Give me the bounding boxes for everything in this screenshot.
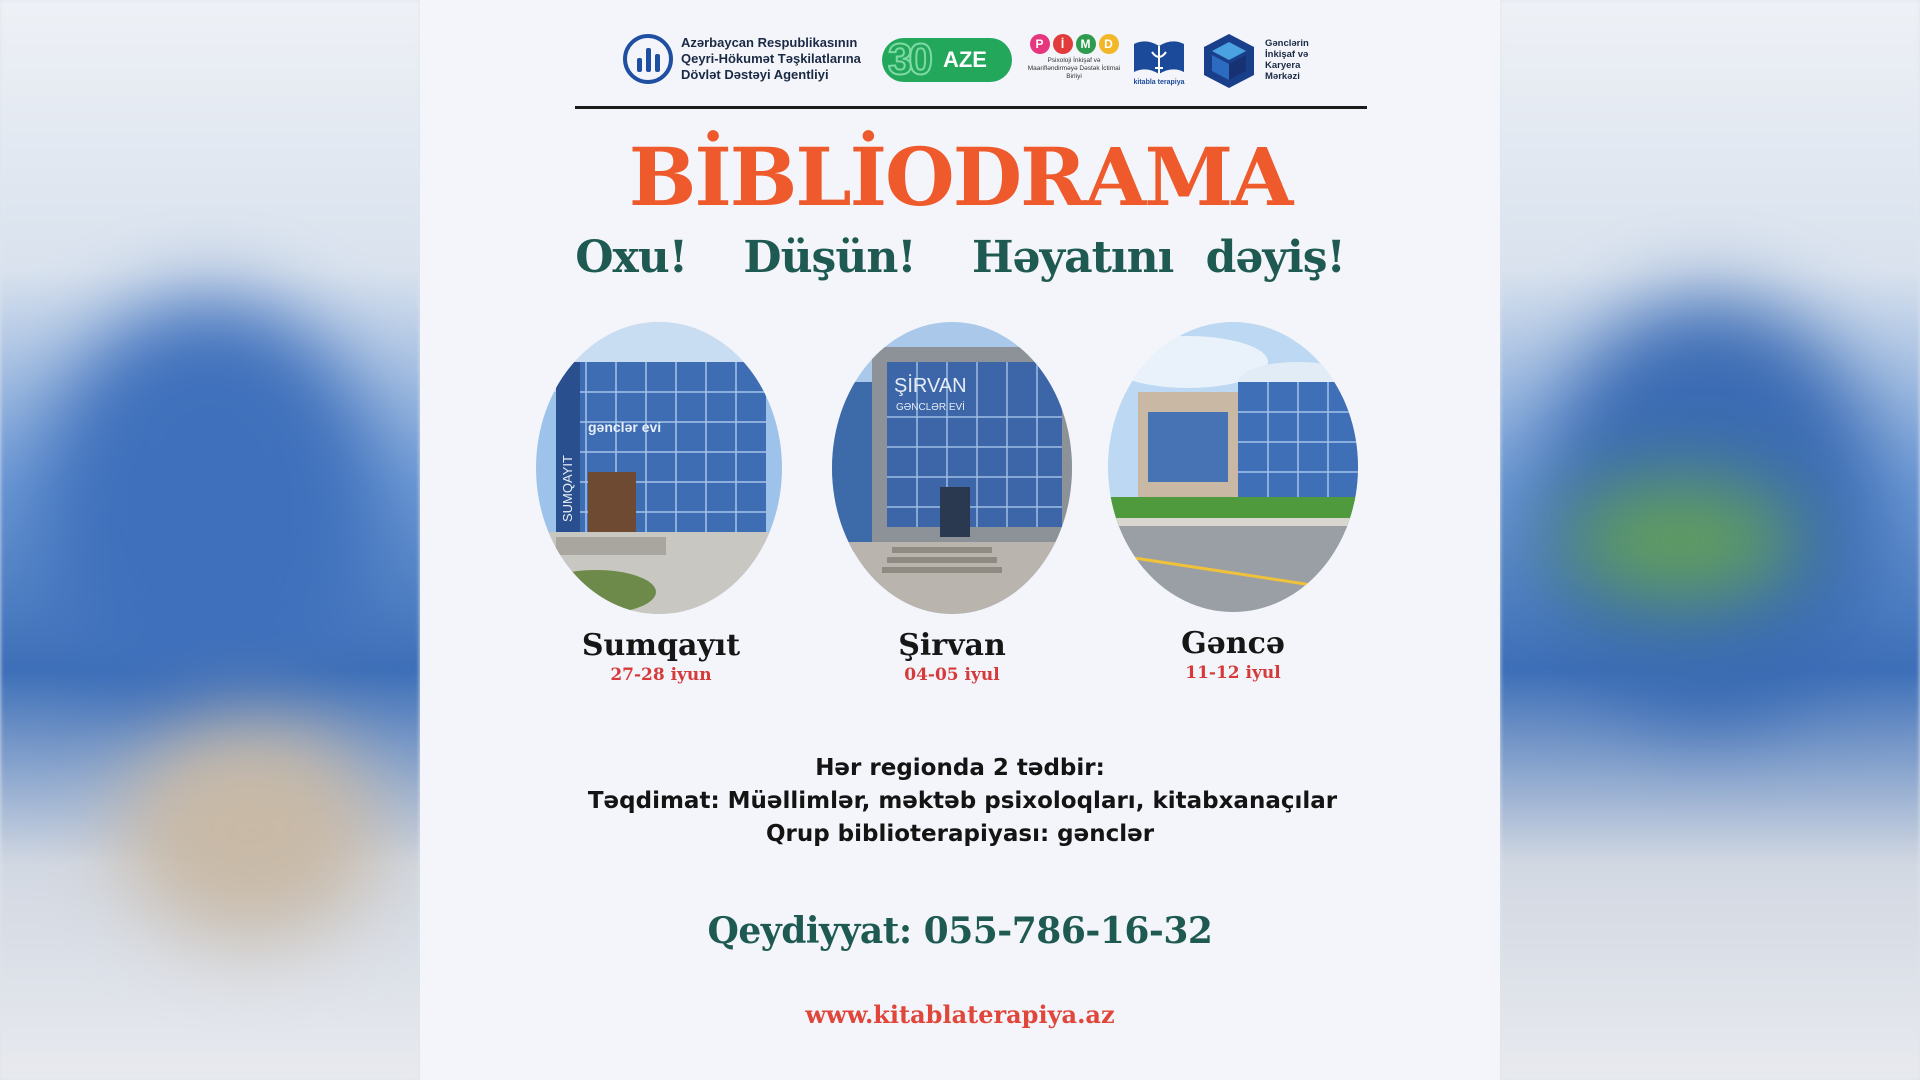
sirvan-building-photo [832,322,1072,614]
slogan-word: Oxu! [575,232,688,283]
background-blur-left [0,0,420,1080]
partner-logos [420,28,1500,92]
youth-center-line: İnkişaf və [1265,49,1309,60]
youth-center-cube-icon [1202,32,1256,90]
youth-center-line: Gənclərin [1265,38,1309,49]
aze30-number: 30 [888,35,929,84]
slogan-word: Həyatını dəyiş! [971,232,1345,283]
sumqayit-building-photo [536,322,782,614]
city-card-sumqayit [536,322,786,685]
details-group-session: Qrup biblioterapiyası: gənclər [765,821,1155,847]
city-name: Şirvan [898,628,1006,663]
website-link[interactable]: www.kitablaterapiya.az [805,1000,1115,1029]
pimd-logo [1025,34,1123,81]
details-heading: Hər regionda 2 tədbir: [815,755,1105,781]
aze30-logo [882,35,1012,84]
background-blur-right [1500,0,1920,1080]
aze30-text: AZE [942,47,987,72]
agency-name-line: Qeyri-Hökumət Təşkilatlarına [681,51,861,66]
pimd-caption: Psixoloji İnkişaf və Maarifləndirməyə Dəstək İctimai Birliyi [1027,57,1121,80]
sumqayit-photo-sign: gənclər evi [588,419,662,435]
youth-center-line: Mərkəzi [1265,71,1300,82]
event-title: BİBLİODRAMA [628,130,1292,224]
agency-emblem-icon [623,34,673,84]
pimd-letter: P [1030,34,1050,54]
sirvan-photo-subsign: GƏNCLƏR EVİ [896,402,965,413]
agency-name-line: Dövlət Dəstəyi Agentliyi [681,67,829,82]
youth-center-line: Karyera [1265,60,1301,71]
kitabla-terapiya-book-icon [1128,32,1190,88]
city-card-gence [1108,322,1358,683]
city-date: 04-05 iyul [904,665,1000,685]
event-slogan [420,232,1500,283]
pimd-letters [1025,34,1123,54]
pimd-letter: D [1099,34,1119,54]
slogan-word: Düşün! [743,232,916,283]
sumqayit-photo-side-sign: SUMQAYIT [560,455,575,522]
city-date: 11-12 iyul [1185,663,1281,683]
event-poster [420,0,1500,1080]
agency-logo [623,34,861,84]
youth-center-name [1265,38,1309,82]
city-name: Gəncə [1181,626,1285,661]
sirvan-photo-sign: ŞİRVAN [894,375,967,397]
city-name: Sumqayıt [581,628,741,663]
pimd-letter: İ [1053,34,1073,54]
city-date: 27-28 iyun [610,665,712,685]
pimd-letter: M [1076,34,1096,54]
header-divider [575,106,1367,109]
registration-phone: Qeydiyyat: 055-786-16-32 [707,910,1213,952]
event-details [420,752,1500,851]
kitabla-caption: kitabla terapiya [1133,79,1185,86]
gence-building-photo [1108,322,1358,612]
agency-name-line: Azərbaycan Respublikasının [681,35,858,50]
details-presentation: Təqdimat: Müəllimlər, məktəb psixoloqları, kitabxanaçılar [587,788,1338,814]
city-card-sirvan [832,322,1072,685]
agency-name [681,35,861,83]
